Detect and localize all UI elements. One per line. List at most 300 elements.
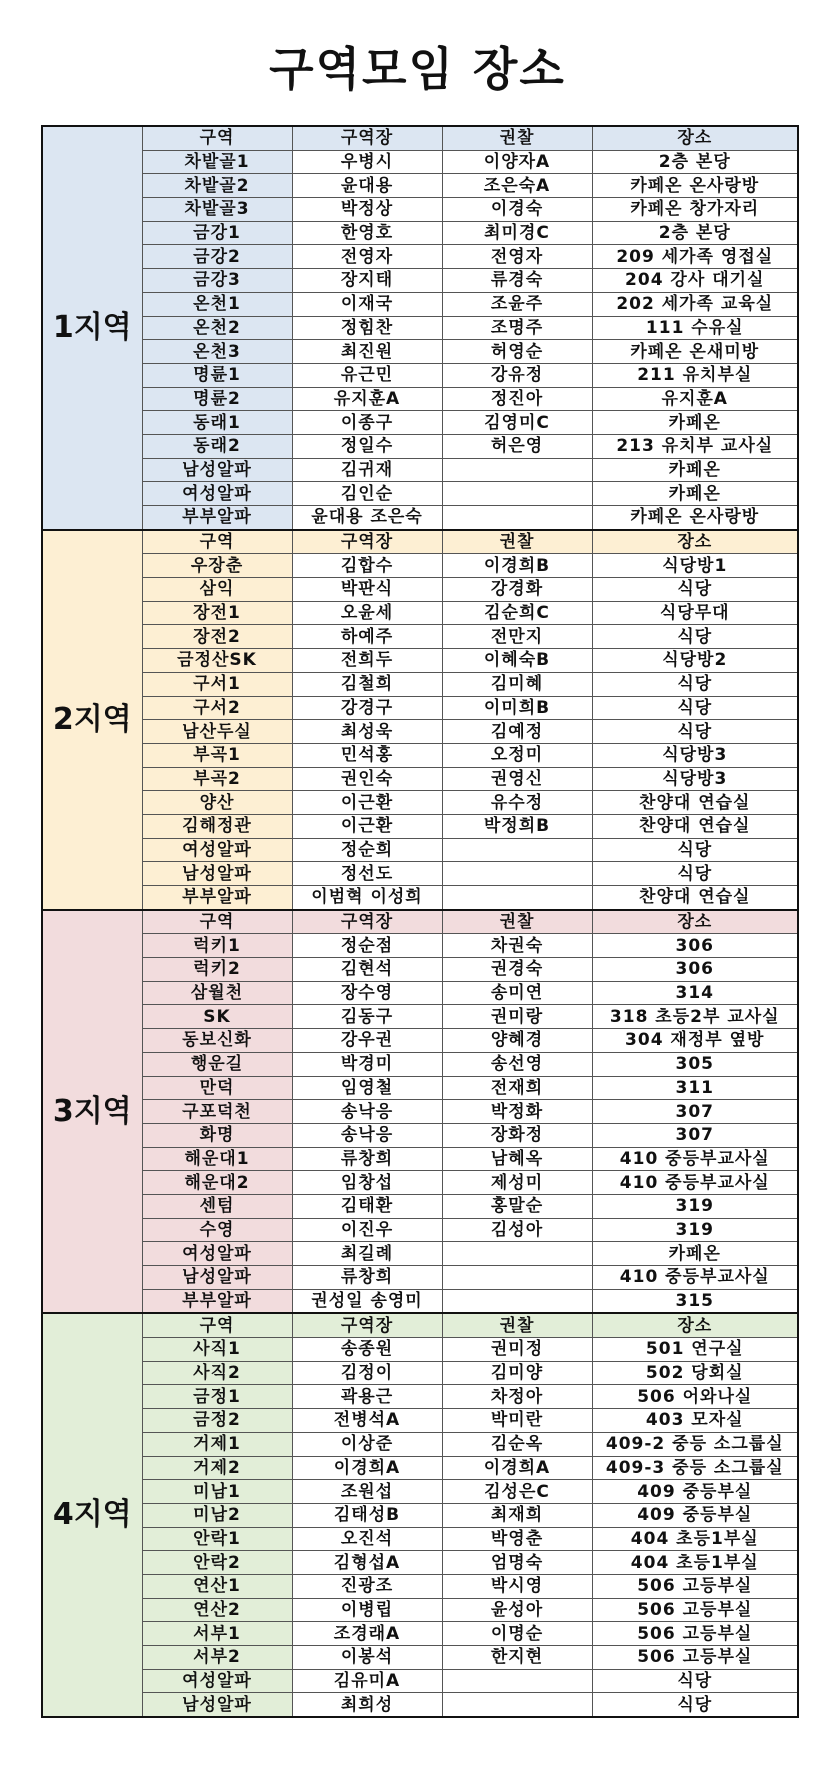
column-header: 장소 [592, 910, 798, 934]
district-name: 삼월천 [142, 981, 292, 1005]
assistant-name: 김예정 [442, 720, 592, 744]
district-name: 차밭골3 [142, 198, 292, 222]
location: 식당 [592, 720, 798, 744]
region-section [42, 126, 798, 530]
district-name: 금정1 [142, 1385, 292, 1409]
column-header: 권찰 [442, 126, 592, 150]
leader-name: 민석홍 [292, 743, 442, 767]
column-header: 장소 [592, 126, 798, 150]
assistant-name: 오정미 [442, 743, 592, 767]
leader-name: 한영호 [292, 221, 442, 245]
location: 카페온 온사랑방 [592, 174, 798, 198]
table-row [42, 1551, 798, 1575]
table-row [42, 886, 798, 910]
district-name: 만덕 [142, 1076, 292, 1100]
district-name: 미남2 [142, 1503, 292, 1527]
location: 404 초등1부실 [592, 1527, 798, 1551]
table-row [42, 1338, 798, 1362]
leader-name: 김태환 [292, 1194, 442, 1218]
leader-name: 정선도 [292, 862, 442, 886]
table-row [42, 198, 798, 222]
leader-name: 이봉석 [292, 1646, 442, 1670]
leader-name: 최길례 [292, 1242, 442, 1266]
table-row [42, 601, 798, 625]
table-row [42, 1646, 798, 1670]
assistant-name: 차정아 [442, 1385, 592, 1409]
district-name: 금정2 [142, 1409, 292, 1433]
district-name: 미남1 [142, 1480, 292, 1504]
column-header: 장소 [592, 530, 798, 554]
assistant-name: 박영춘 [442, 1527, 592, 1551]
column-header: 구역장 [292, 1313, 442, 1337]
location: 506 어와나실 [592, 1385, 798, 1409]
location: 식당방3 [592, 767, 798, 791]
district-name: 사직1 [142, 1338, 292, 1362]
leader-name: 김합수 [292, 554, 442, 578]
leader-name: 송종원 [292, 1338, 442, 1362]
assistant-name: 엄명숙 [442, 1551, 592, 1575]
column-header: 구역 [142, 530, 292, 554]
location: 카페온 [592, 458, 798, 482]
assistant-name: 송선영 [442, 1052, 592, 1076]
table-row [42, 434, 798, 458]
district-name: 럭키2 [142, 958, 292, 982]
district-name: 안락2 [142, 1551, 292, 1575]
leader-name: 조경래A [292, 1622, 442, 1646]
leader-name: 권성일 송영미 [292, 1289, 442, 1313]
assistant-name: 최재희 [442, 1503, 592, 1527]
assistant-name: 권경숙 [442, 958, 592, 982]
district-name: 장전1 [142, 601, 292, 625]
table-row [42, 1052, 798, 1076]
location: 111 수유실 [592, 316, 798, 340]
assistant-name: 이미희B [442, 696, 592, 720]
location: 2층 본당 [592, 221, 798, 245]
table-row [42, 743, 798, 767]
location: 식당 [592, 672, 798, 696]
district-name: 삼익 [142, 578, 292, 602]
header-row [42, 530, 798, 554]
location: 213 유치부 교사실 [592, 434, 798, 458]
assistant-name: 최미경C [442, 221, 592, 245]
district-name: 금강2 [142, 245, 292, 269]
assistant-name: 이양자A [442, 150, 592, 174]
table-row [42, 934, 798, 958]
location: 506 고등부실 [592, 1574, 798, 1598]
table-row [42, 958, 798, 982]
leader-name: 류창희 [292, 1147, 442, 1171]
location: 307 [592, 1123, 798, 1147]
district-name: 김해정관 [142, 814, 292, 838]
district-name: 해운대2 [142, 1171, 292, 1195]
location: 506 고등부실 [592, 1646, 798, 1670]
location: 204 강사 대기실 [592, 269, 798, 293]
location: 식당방2 [592, 649, 798, 673]
leader-name: 이재국 [292, 292, 442, 316]
location: 304 재정부 옆방 [592, 1029, 798, 1053]
location: 카페온 창가자리 [592, 198, 798, 222]
assistant-name: 허은영 [442, 434, 592, 458]
district-name: 행운길 [142, 1052, 292, 1076]
column-header: 구역 [142, 126, 292, 150]
leader-name: 이근환 [292, 814, 442, 838]
location: 209 세가족 영접실 [592, 245, 798, 269]
region-label: 4지역 [42, 1313, 142, 1717]
location: 식당 [592, 1669, 798, 1693]
leader-name: 이상준 [292, 1432, 442, 1456]
leader-name: 김유미A [292, 1669, 442, 1693]
assistant-name: 이경숙 [442, 198, 592, 222]
leader-name: 오윤세 [292, 601, 442, 625]
location: 식당방3 [592, 743, 798, 767]
location: 502 당회실 [592, 1361, 798, 1385]
assistant-name [442, 1693, 592, 1717]
district-name: 동보신화 [142, 1029, 292, 1053]
location: 404 초등1부실 [592, 1551, 798, 1575]
location: 유지훈A [592, 387, 798, 411]
region-label: 2지역 [42, 530, 142, 910]
leader-name: 류창희 [292, 1266, 442, 1290]
table-row [42, 1005, 798, 1029]
assistant-name: 남혜옥 [442, 1147, 592, 1171]
table-row [42, 1693, 798, 1717]
assistant-name: 김순희C [442, 601, 592, 625]
assistant-name: 김성은C [442, 1480, 592, 1504]
table-row [42, 387, 798, 411]
leader-name: 박경미 [292, 1052, 442, 1076]
location: 409 중등부실 [592, 1480, 798, 1504]
location: 409 중등부실 [592, 1503, 798, 1527]
table-row [42, 1266, 798, 1290]
district-name: 구서1 [142, 672, 292, 696]
table-row [42, 696, 798, 720]
district-name: 여성알파 [142, 1669, 292, 1693]
table-row [42, 1527, 798, 1551]
location: 306 [592, 934, 798, 958]
leader-name: 장수영 [292, 981, 442, 1005]
leader-name: 이종구 [292, 411, 442, 435]
location: 319 [592, 1218, 798, 1242]
assistant-name [442, 1242, 592, 1266]
district-name: 명륜1 [142, 363, 292, 387]
district-name: 동래1 [142, 411, 292, 435]
table-row [42, 1029, 798, 1053]
table-row [42, 625, 798, 649]
table-row [42, 1385, 798, 1409]
leader-name: 강경구 [292, 696, 442, 720]
leader-name: 곽용근 [292, 1385, 442, 1409]
assistant-name: 정진아 [442, 387, 592, 411]
leader-name: 정힘찬 [292, 316, 442, 340]
location: 찬양대 연습실 [592, 886, 798, 910]
district-name: 서부2 [142, 1646, 292, 1670]
table-row [42, 174, 798, 198]
assistant-name: 차권숙 [442, 934, 592, 958]
page-title: 구역모임 장소 [269, 42, 566, 96]
location: 식당 [592, 862, 798, 886]
column-header: 구역장 [292, 530, 442, 554]
assistant-name: 류경숙 [442, 269, 592, 293]
district-name: 여성알파 [142, 838, 292, 862]
table-row [42, 1171, 798, 1195]
assistant-name: 박시영 [442, 1574, 592, 1598]
table-row [42, 1194, 798, 1218]
location: 318 초등2부 교사실 [592, 1005, 798, 1029]
assistant-name [442, 1266, 592, 1290]
region-section [42, 910, 798, 1314]
table-row [42, 1622, 798, 1646]
table-row [42, 1242, 798, 1266]
table-row [42, 1480, 798, 1504]
table-row [42, 221, 798, 245]
location: 식당 [592, 838, 798, 862]
assistant-name [442, 862, 592, 886]
assistant-name: 이명순 [442, 1622, 592, 1646]
leader-name: 윤대용 조은숙 [292, 506, 442, 530]
location: 501 연구실 [592, 1338, 798, 1362]
assistant-name: 홍말순 [442, 1194, 592, 1218]
district-name: 부부알파 [142, 1289, 292, 1313]
district-name: 온천3 [142, 340, 292, 364]
assistant-name: 김성아 [442, 1218, 592, 1242]
table-row [42, 578, 798, 602]
leader-name: 송낙응 [292, 1100, 442, 1124]
leader-name: 윤대용 [292, 174, 442, 198]
leader-name: 전영자 [292, 245, 442, 269]
assistant-name: 이경희B [442, 554, 592, 578]
location: 카페온 온새미방 [592, 340, 798, 364]
district-name: 남성알파 [142, 1266, 292, 1290]
leader-name: 권인숙 [292, 767, 442, 791]
table-row [42, 1361, 798, 1385]
column-header: 구역장 [292, 910, 442, 934]
leader-name: 김인순 [292, 482, 442, 506]
district-name: SK [142, 1005, 292, 1029]
district-name: 남산두실 [142, 720, 292, 744]
leader-name: 임창섭 [292, 1171, 442, 1195]
assistant-name [442, 458, 592, 482]
district-name: 센텀 [142, 1194, 292, 1218]
location: 식당 [592, 578, 798, 602]
location: 식당 [592, 625, 798, 649]
column-header: 장소 [592, 1313, 798, 1337]
district-name: 장전2 [142, 625, 292, 649]
location: 카페온 [592, 411, 798, 435]
district-name: 온천2 [142, 316, 292, 340]
district-name: 수영 [142, 1218, 292, 1242]
table-row [42, 269, 798, 293]
location: 식당무대 [592, 601, 798, 625]
location: 409-3 중등 소그룹실 [592, 1456, 798, 1480]
table-row [42, 1669, 798, 1693]
table-row [42, 1147, 798, 1171]
district-name: 부곡2 [142, 767, 292, 791]
leader-name: 김귀재 [292, 458, 442, 482]
leader-name: 이진우 [292, 1218, 442, 1242]
assistant-name: 허영순 [442, 340, 592, 364]
location: 305 [592, 1052, 798, 1076]
location: 506 고등부실 [592, 1598, 798, 1622]
assistant-name [442, 838, 592, 862]
leader-name: 김현석 [292, 958, 442, 982]
location: 409-2 중등 소그룹실 [592, 1432, 798, 1456]
location: 506 고등부실 [592, 1622, 798, 1646]
leader-name: 김철희 [292, 672, 442, 696]
leader-name: 최진원 [292, 340, 442, 364]
leader-name: 김정이 [292, 1361, 442, 1385]
table-row [42, 981, 798, 1005]
table-row [42, 554, 798, 578]
table-row [42, 411, 798, 435]
assistant-name: 김미혜 [442, 672, 592, 696]
assistant-name: 조명주 [442, 316, 592, 340]
leader-name: 조원섭 [292, 1480, 442, 1504]
leader-name: 박판식 [292, 578, 442, 602]
location: 410 중등부교사실 [592, 1147, 798, 1171]
table-row [42, 1289, 798, 1313]
location: 403 모자실 [592, 1409, 798, 1433]
district-name: 금강1 [142, 221, 292, 245]
table-row [42, 720, 798, 744]
district-name: 안락1 [142, 1527, 292, 1551]
district-name: 남성알파 [142, 458, 292, 482]
assistant-name: 송미연 [442, 981, 592, 1005]
column-header: 권찰 [442, 1313, 592, 1337]
district-name: 양산 [142, 791, 292, 815]
district-name: 부곡1 [142, 743, 292, 767]
table-row [42, 316, 798, 340]
assistant-name: 박미란 [442, 1409, 592, 1433]
assistant-name: 권미정 [442, 1338, 592, 1362]
leader-name: 진광조 [292, 1574, 442, 1598]
leader-name: 하예주 [292, 625, 442, 649]
assistant-name: 한지현 [442, 1646, 592, 1670]
assistant-name: 제성미 [442, 1171, 592, 1195]
assistant-name [442, 506, 592, 530]
assistant-name: 박정화 [442, 1100, 592, 1124]
leader-name: 박정상 [292, 198, 442, 222]
district-name: 럭키1 [142, 934, 292, 958]
table-row [42, 767, 798, 791]
region-label: 1지역 [42, 126, 142, 530]
table-row [42, 340, 798, 364]
district-name: 남성알파 [142, 862, 292, 886]
leader-name: 이병립 [292, 1598, 442, 1622]
assistant-name [442, 482, 592, 506]
location: 211 유치부실 [592, 363, 798, 387]
district-name: 남성알파 [142, 1693, 292, 1717]
district-name: 온천1 [142, 292, 292, 316]
leader-name: 정순점 [292, 934, 442, 958]
region-section [42, 1313, 798, 1717]
assistant-name: 전영자 [442, 245, 592, 269]
district-name: 금정산SK [142, 649, 292, 673]
location: 306 [592, 958, 798, 982]
location: 410 중등부교사실 [592, 1171, 798, 1195]
leader-name: 임영철 [292, 1076, 442, 1100]
assistant-name: 조은숙A [442, 174, 592, 198]
assistant-name: 강유정 [442, 363, 592, 387]
table-row [42, 292, 798, 316]
leader-name: 이경희A [292, 1456, 442, 1480]
district-name: 해운대1 [142, 1147, 292, 1171]
assistant-name: 김영미C [442, 411, 592, 435]
location: 카페온 온사랑방 [592, 506, 798, 530]
district-name: 서부1 [142, 1622, 292, 1646]
leader-name: 오진석 [292, 1527, 442, 1551]
district-name: 부부알파 [142, 886, 292, 910]
district-name: 구포덕천 [142, 1100, 292, 1124]
assistant-name: 이경희A [442, 1456, 592, 1480]
table-row [42, 1598, 798, 1622]
leader-name: 김태성B [292, 1503, 442, 1527]
district-name: 연산2 [142, 1598, 292, 1622]
leader-name: 김동구 [292, 1005, 442, 1029]
assistant-name [442, 1669, 592, 1693]
table-row [42, 506, 798, 530]
table-row [42, 814, 798, 838]
leader-name: 전병석A [292, 1409, 442, 1433]
location: 410 중등부교사실 [592, 1266, 798, 1290]
column-header: 구역 [142, 1313, 292, 1337]
table-row [42, 458, 798, 482]
assistant-name: 강경화 [442, 578, 592, 602]
location: 찬양대 연습실 [592, 814, 798, 838]
district-name: 여성알파 [142, 482, 292, 506]
header-row [42, 1313, 798, 1337]
table-row [42, 1503, 798, 1527]
district-name: 거제1 [142, 1432, 292, 1456]
assistant-name: 권영신 [442, 767, 592, 791]
district-name: 금강3 [142, 269, 292, 293]
district-name: 여성알파 [142, 1242, 292, 1266]
table-row [42, 1456, 798, 1480]
leader-name: 장지태 [292, 269, 442, 293]
district-name: 차밭골1 [142, 150, 292, 174]
assistant-name: 김미양 [442, 1361, 592, 1385]
leader-name: 최성욱 [292, 720, 442, 744]
region-section [42, 530, 798, 910]
district-name: 동래2 [142, 434, 292, 458]
meeting-location-table [41, 125, 799, 1718]
district-name: 사직2 [142, 1361, 292, 1385]
table-row [42, 862, 798, 886]
leader-name: 유지훈A [292, 387, 442, 411]
table-row [42, 1574, 798, 1598]
assistant-name: 김순옥 [442, 1432, 592, 1456]
assistant-name [442, 886, 592, 910]
location: 307 [592, 1100, 798, 1124]
table-row [42, 838, 798, 862]
district-name: 연산1 [142, 1574, 292, 1598]
assistant-name: 전재희 [442, 1076, 592, 1100]
column-header: 권찰 [442, 530, 592, 554]
district-name: 차밭골2 [142, 174, 292, 198]
leader-name: 송낙응 [292, 1123, 442, 1147]
location: 311 [592, 1076, 798, 1100]
leader-name: 이범혁 이성희 [292, 886, 442, 910]
table-row [42, 649, 798, 673]
location: 찬양대 연습실 [592, 791, 798, 815]
assistant-name: 권미랑 [442, 1005, 592, 1029]
header-row [42, 126, 798, 150]
location: 카페온 [592, 1242, 798, 1266]
leader-name: 정순희 [292, 838, 442, 862]
assistant-name [442, 1289, 592, 1313]
location: 식당방1 [592, 554, 798, 578]
assistant-name: 유수정 [442, 791, 592, 815]
table-row [42, 482, 798, 506]
